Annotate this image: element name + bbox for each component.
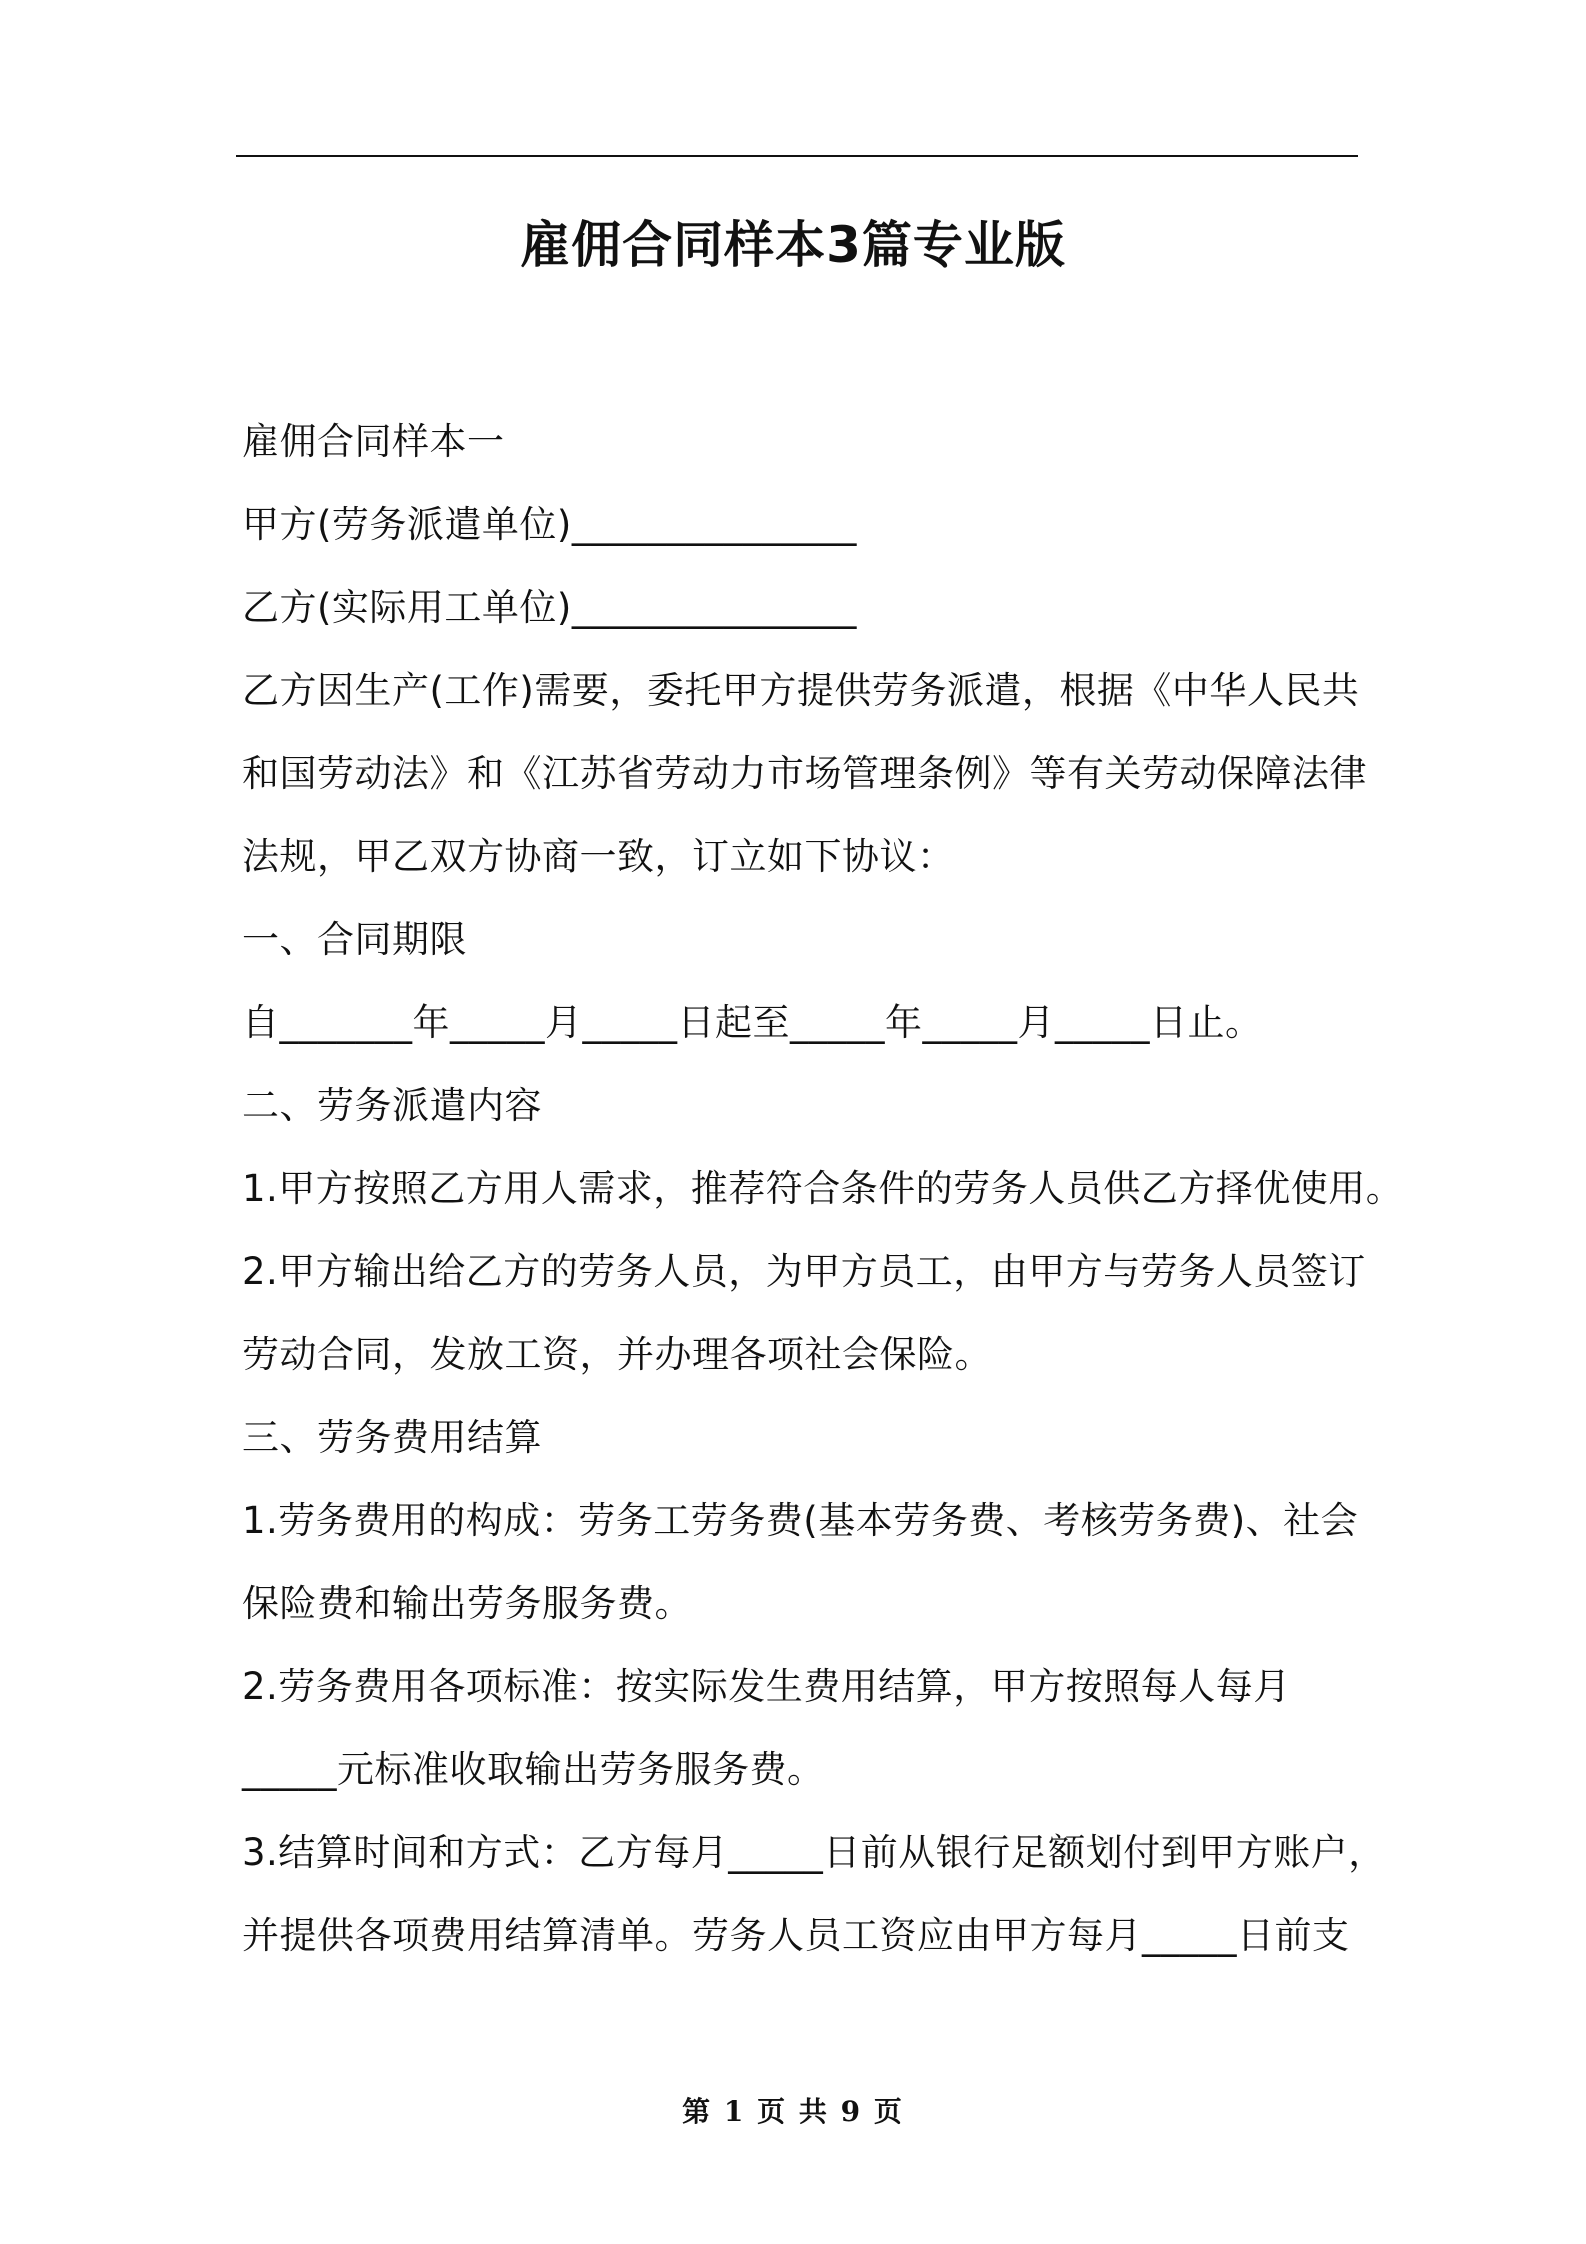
party-a-line: 甲方(劳务派遣单位)_______________ (242, 503, 857, 546)
paragraph-line: 1.甲方按照乙方用人需求，推荐符合条件的劳务人员供乙方择优使用。 (242, 1167, 1404, 1210)
paragraph-line: 并提供各项费用结算清单。劳务人员工资应由甲方每月_____日前支 (242, 1914, 1350, 1957)
paragraph-line: 和国劳动法》和《江苏省劳动力市场管理条例》等有关劳动保障法律 (242, 752, 1367, 795)
document-body (242, 400, 1404, 1977)
section-heading: 雇佣合同样本一 (242, 420, 505, 463)
party-b-line: 乙方(实际用工单位)_______________ (242, 586, 857, 629)
paragraph-line: 2.劳务费用各项标准：按实际发生费用结算，甲方按照每人每月 (242, 1665, 1291, 1708)
clause-heading: 一、合同期限 (242, 918, 467, 961)
paragraph-line: 2.甲方输出给乙方的劳务人员，为甲方员工，由甲方与劳务人员签订 (242, 1250, 1366, 1293)
paragraph-line: 自_______年_____月_____日起至_____年_____月_____日止。 (242, 1001, 1263, 1044)
page-number-footer: 第 1 页 共 9 页 (682, 2095, 904, 2128)
paragraph-line: 1.劳务费用的构成：劳务工劳务费(基本劳务费、考核劳务费)、社会 (242, 1499, 1359, 1542)
clause-heading: 二、劳务派遣内容 (242, 1084, 542, 1127)
paragraph-line: 3.结算时间和方式：乙方每月_____日前从银行足额划付到甲方账户， (242, 1831, 1386, 1874)
paragraph-line: 法规，甲乙双方协商一致，订立如下协议： (242, 835, 955, 878)
paragraph-line: _____元标准收取输出劳务服务费。 (242, 1748, 825, 1791)
header-rule (236, 155, 1358, 157)
clause-heading: 三、劳务费用结算 (242, 1416, 542, 1459)
document-title: 雇佣合同样本3篇专业版 (520, 216, 1066, 274)
paragraph-line: 保险费和输出劳务服务费。 (242, 1582, 692, 1625)
paragraph-line: 乙方因生产(工作)需要，委托甲方提供劳务派遣，根据《中华人民共 (242, 669, 1360, 712)
paragraph-line: 劳动合同，发放工资，并办理各项社会保险。 (242, 1333, 992, 1376)
